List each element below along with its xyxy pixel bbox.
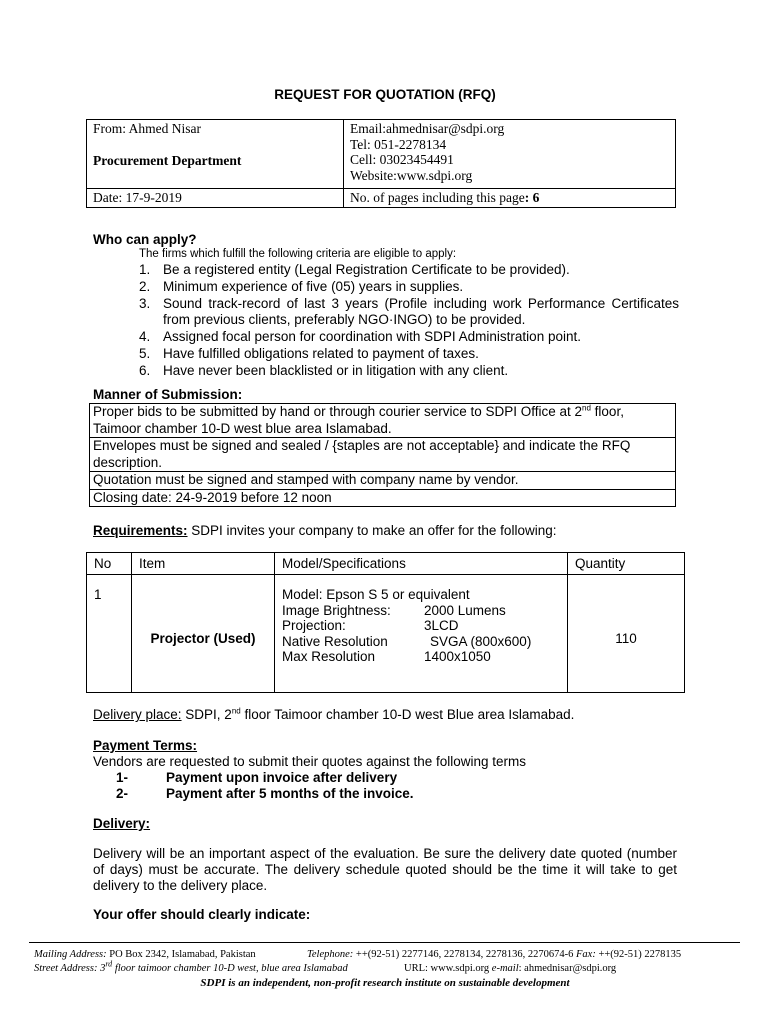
table-row: Closing date: 24-9-2019 before 12 noon	[90, 489, 676, 507]
email-line: Email:ahmednisar@sdpi.org	[350, 121, 505, 136]
payment-intro: Vendors are requested to submit their quotes against the following terms	[93, 754, 526, 769]
who-can-apply-heading: Who can apply?	[93, 232, 197, 247]
header-table	[86, 119, 676, 208]
list-item: 2. Minimum experience of five (05) years in supplies.	[139, 278, 464, 294]
footer-mailing: Mailing Address: PO Box 2342, Islamabad, Pakistan	[34, 949, 256, 960]
sender-cell	[87, 120, 344, 189]
footer-divider	[29, 942, 740, 943]
column-header: Quantity	[568, 553, 685, 575]
requirements-line: Requirements: SDPI invites your company to make an offer for the following:	[93, 523, 557, 538]
date-cell: Date: 17-9-2019	[87, 189, 344, 208]
list-item: 2- Payment after 5 months of the invoice.	[116, 786, 414, 801]
footer-tagline: SDPI is an independent, non-profit research institute on sustainable development	[200, 977, 570, 989]
list-item: 5. Have fulfilled obligations related to payment of taxes.	[139, 345, 479, 361]
column-header: Item	[132, 553, 275, 575]
department-line: Procurement Department	[93, 152, 242, 168]
item-name: Projector (Used)	[132, 575, 275, 693]
offer-heading: Your offer should clearly indicate:	[93, 907, 311, 922]
table-row: Proper bids to be submitted by hand or through courier service to SDPI Office at 2nd floor, Taimoor chamber 10-D west blue area Islamabad.	[90, 404, 676, 438]
from-line: From: Ahmed Nisar	[93, 121, 201, 136]
item-quantity: 110	[568, 575, 685, 693]
contact-cell	[344, 120, 676, 189]
footer-phone: Telephone: ++(92-51) 2277146, 2278134, 2278136, 2270674-6 Fax: ++(92-51) 2278135	[307, 949, 682, 960]
list-item: 6. Have never been blacklisted or in litigation with any client.	[139, 362, 509, 378]
items-table	[86, 552, 685, 693]
cell-line: Cell: 03023454491	[350, 152, 454, 167]
delivery-place-line: Delivery place: SDPI, 2nd floor Taimoor chamber 10-D west Blue area Islamabad.	[93, 706, 575, 722]
submission-table	[89, 403, 676, 507]
item-number: 1	[87, 575, 132, 693]
table-row: Envelopes must be signed and sealed / {staples are not acceptable} and indicate the RFQ description.	[90, 438, 676, 472]
list-item: 4. Assigned focal person for coordination with SDPI Administration point.	[139, 329, 581, 345]
delivery-heading: Delivery:	[93, 816, 151, 831]
column-header: No	[87, 553, 132, 575]
footer-street: Street Address: 3rd floor taimoor chamber 10-D west, blue area Islamabad	[34, 959, 348, 974]
payment-heading: Payment Terms:	[93, 738, 198, 753]
delivery-paragraph: Delivery will be an important aspect of the evaluation. Be sure the delivery date quoted (number of days) must be accurate. The delivery schedule quoted should be the time it will take to get delivery to the delivery place.	[93, 846, 677, 893]
table-row: Quotation must be signed and stamped with company name by vendor.	[90, 472, 676, 490]
pages-label: No. of pages including this page	[350, 190, 525, 205]
list-item: 3. Sound track-record of last 3 years (Profile including work Performance Certificates from previous clients, preferably NGO·INGO) to be provided.	[139, 295, 679, 328]
pages-value: 6	[532, 190, 540, 205]
list-item: 1- Payment upon invoice after delivery	[116, 770, 398, 785]
website-line: Website:www.sdpi.org	[350, 167, 473, 183]
criteria-list	[139, 262, 679, 380]
page-title: REQUEST FOR QUOTATION (RFQ)	[274, 87, 496, 102]
requirements-label: Requirements:	[93, 523, 188, 538]
who-can-apply-intro: The firms which fulfill the following criteria are eligible to apply:	[139, 248, 457, 260]
pages-cell: No. of pages including this page: 6	[344, 189, 676, 208]
column-header: Model/Specifications	[275, 553, 568, 575]
tel-line: Tel: 051-2278134	[350, 136, 447, 152]
item-specs: Model: Epson S 5 or equivalent Image Brightness: 2000 Lumens Projection: 3LCD Native Resolution SVGA (800x600) Max Resolution 1400x1050	[275, 575, 568, 693]
submission-heading: Manner of Submission:	[93, 387, 243, 402]
footer-url: URL: www.sdpi.org e-mail: ahmednisar@sdpi.org	[404, 963, 617, 974]
list-item: 1. Be a registered entity (Legal Registration Certificate to be provided).	[139, 262, 570, 277]
